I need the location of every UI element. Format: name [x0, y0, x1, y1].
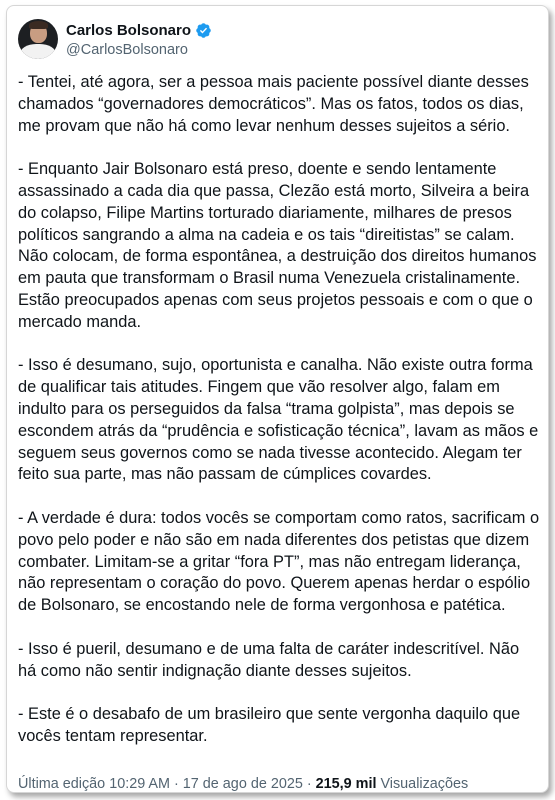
- tweet-meta: [18, 774, 468, 793]
- tweet-date[interactable]: 17 de ago de 2025: [182, 776, 303, 792]
- tweet-paragraph: - Tentei, até agora, ser a pessoa mais paciente possível diante desses chamados “governadores democráticos”. Mas os fatos, todos os dias, me provam que não há como levar nenhum desses sujeitos a sério.: [18, 73, 529, 135]
- edited-label[interactable]: Última edição: [18, 776, 106, 792]
- name-row: [66, 21, 212, 41]
- tweet-paragraph: - A verdade é dura: todos vocês se comportam como ratos, sacrificam o povo pelo poder e não são em nada diferentes dos petistas que dizem combater. Limitam-se a gritar “fora PT”, mas não entregam liderança, não representam o coração do povo. Querem apenas herdar o espólio de Bolsonaro, se encostando nele de forma vergonhosa e patética.: [18, 508, 540, 615]
- meta-separator: ·: [306, 776, 312, 792]
- tweet-paragraph: - Enquanto Jair Bolsonaro está preso, doente e sendo lentamente assassinado a cada dia que passa, Clezão está morto, Silveira a beira do colapso, Filipe Martins torturado diariamente, milhares de presos políticos sangrando a alma na cadeia e os tais “direitistas” se calam. Não colocam, de forma espontânea, a destruição dos direitos humanos em pauta que transformam o Brasil numa Venezuela cristalinamente. Estão preocupados apenas com seus projetos pessoais e com o que o mercado manda.: [18, 160, 537, 331]
- tweet-paragraph: - Isso é desumano, sujo, oportunista e canalha. Não existe outra forma de qualificar tais atitudes. Fingem que vão resolver algo, falam em indulto para os perseguidos da falsa “trama golpista”, mas depois se escondem atrás da “prudência e sofisticação técnica”, lavam as mãos e seguem seus governos como se nada tivesse acontecido. Alegam ter feito sua parte, mas não passam de cúmplices covardes.: [18, 356, 539, 484]
- avatar[interactable]: [18, 19, 58, 59]
- tweet-text: [18, 72, 540, 748]
- tweet-time[interactable]: 10:29 AM: [109, 776, 170, 792]
- tweet-header: [18, 17, 212, 61]
- tweet-card: [6, 5, 549, 793]
- tweet-paragraph: - Este é o desabafo de um brasileiro que sente vergonha daquilo que vocês tentam representar.: [18, 705, 521, 745]
- views-count[interactable]: 215,9 mil: [315, 776, 377, 792]
- author-display-name[interactable]: Carlos Bolsonaro: [66, 22, 192, 39]
- author-handle[interactable]: @CarlosBolsonaro: [66, 41, 188, 58]
- meta-separator: ·: [174, 776, 179, 792]
- author-info: [66, 21, 212, 58]
- verified-badge-icon: [195, 22, 212, 39]
- views-label: Visualizações: [380, 776, 469, 792]
- tweet-paragraph: - Isso é pueril, desumano e de uma falta de caráter indescritível. Não há como não sentir indignação diante desses sujeitos.: [18, 639, 520, 680]
